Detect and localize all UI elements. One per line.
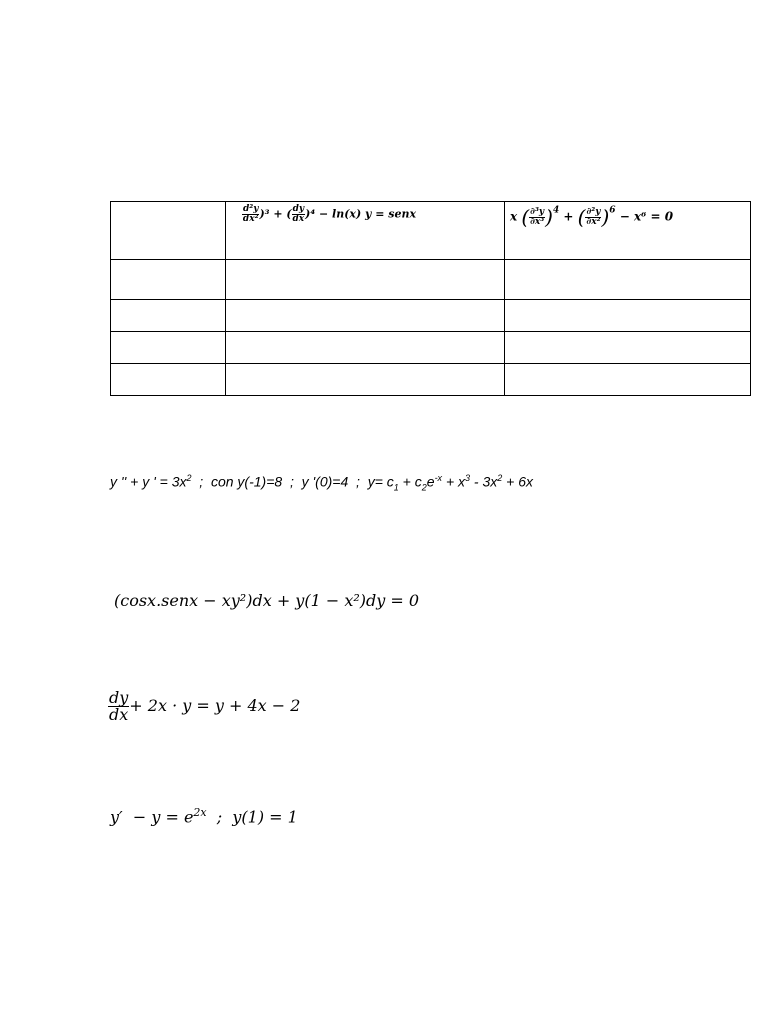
table-cell — [504, 364, 750, 396]
fraction: $\frac{dy}{dx}$ — [292, 204, 305, 224]
table-cell — [111, 260, 226, 300]
table-cell — [111, 364, 226, 396]
table-cell — [226, 260, 504, 300]
fraction: $\frac{\text{∂²y}}{\text{∂x²}}$ — [586, 206, 601, 227]
classification-table — [110, 201, 751, 396]
header-equation-2: x ( $\frac{\text{∂³y}}{\text{∂x³}}$ )$^4$ + ( $\frac{\text{∂²y}}{\text{∂x²}}$ )$^6$ − x⁶ = 0 — [510, 205, 674, 229]
table-cell — [504, 332, 750, 364]
table-row — [111, 300, 751, 332]
table-cell — [111, 300, 226, 332]
table-cell — [504, 300, 750, 332]
equation-4: $y' - y = e^{2x}$ ; y(1) = 1 — [110, 806, 298, 827]
fraction: $\frac{\text{d²y}}{\text{dx²}}$ — [242, 204, 259, 224]
header-equation-1: $\frac{\text{d²y}}{\text{dx²}}$ )³ + ( $\frac{dy}{dx}$ )⁴ − ln(x) y = senx — [242, 204, 417, 224]
table-cell — [504, 260, 750, 300]
table-cell — [226, 364, 504, 396]
table-cell — [226, 332, 504, 364]
equation-2: (cosx.senx − xy²)dx + y(1 − x²)dy = 0 — [114, 591, 420, 610]
equation-3: $\frac{dy}{dx}$ + 2x · y = y + 4x − 2 — [109, 688, 301, 724]
table-row — [111, 332, 751, 364]
table-row — [111, 260, 751, 300]
table-cell — [111, 202, 226, 260]
fraction: $\frac{dy}{dx}$ — [109, 688, 129, 724]
equation-1: y '' + y ' = $3x^2$ ; con y(-1)=8 ; y '(0)=4 ; $y= c_1 + c_2e^{-x} + x^3 - 3x^2 + 6x$ — [110, 473, 534, 493]
fraction: $\frac{\text{∂³y}}{\text{∂x³}}$ — [530, 206, 545, 227]
table-cell — [111, 332, 226, 364]
table-cell — [226, 300, 504, 332]
table-row — [111, 364, 751, 396]
